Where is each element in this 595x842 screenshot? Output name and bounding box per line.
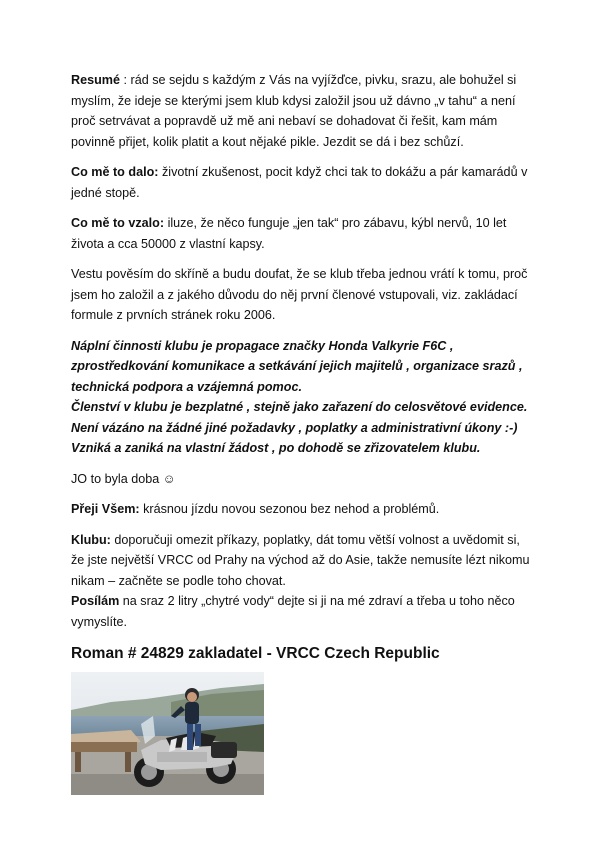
- gave-label: Co mě to dalo:: [71, 165, 159, 179]
- paragraph-club: [71, 530, 531, 592]
- wish-text: krásnou jízdu novou sezonou bez nehod a problémů.: [139, 502, 440, 516]
- paragraph-gave: [71, 162, 531, 203]
- took-label: Co mě to vzalo:: [71, 216, 165, 230]
- gave-text: životní zkušenost, pocit když chci tak to dokážu a pár kamarádů v jedné stopě.: [71, 165, 528, 200]
- took-text: iluze, že něco funguje „jen tak“ pro zábavu, kýbl nervů, 10 let života a cca 50000 z vlastní kapsy.: [71, 216, 507, 251]
- formula-line: Členství v klubu je bezplatné , stejně jako zařazení do celosvětové evidence. Není vázáno na žádné jiné požadavky , poplatky a administrativní úkony :-): [71, 400, 528, 435]
- rider-photo: [71, 672, 264, 795]
- paragraph-vest: Vestu pověsím do skříně a budu doufat, že se klub třeba jednou vrátí k tomu, proč jsem ho založil a z jakého důvodu do něj první členové vstupovali, viz. zakládací formule z prvních stránek roku 2006.: [71, 267, 528, 322]
- resume-text: : rád se sejdu s každým z Vás na vyjížďce, pivku, srazu, ale bohužel si myslím, že ideje se kterými jsem klub kdysi založil jsou už dávno „v tahu“ a není proč setrvávat a popravdě už mě ani nebaví se dohadovat či řešit, kam mám povinně přijet, kolik platit a kout nějaké pikle. Jezdit se dá i bez schůzí.: [71, 73, 517, 149]
- wish-label: Přeji Všem:: [71, 502, 140, 516]
- paragraph-resume: [71, 70, 531, 152]
- paragraph-wish: [71, 499, 531, 520]
- send-label: Posílám: [71, 594, 120, 608]
- paragraph-send: [71, 591, 531, 632]
- club-label: Klubu:: [71, 532, 111, 547]
- signature-heading: Roman # 24829 zakladatel - VRCC Czech Republic: [71, 645, 440, 662]
- send-text: na sraz 2 litry „chytré vody“ dejte si ji na mé zdraví a třeba u toho něco vymyslíte.: [71, 594, 515, 629]
- formula-line: Vzniká a zaniká na vlastní žádost , po dohodě se zřizovatelem klubu.: [71, 441, 481, 455]
- formula-line: Náplní činnosti klubu je propagace značky Honda Valkyrie F6C , zprostředkování komunikace a setkávání jejich majitelů , organizace srazů , technická podpora a vzájemná pomoc.: [71, 338, 523, 394]
- club-text: doporučuji omezit příkazy, poplatky, dát tomu větší volnost a uvědomit si, že jste největší VRCC od Prahy na východ až do Asie, takže nemusíte lézt nikomu nikam – začněte se podle toho chovat.: [71, 532, 530, 588]
- paragraph-jo: JO to byla doba ☺: [71, 471, 176, 486]
- paragraph-took: [71, 213, 531, 254]
- founding-formula: [71, 336, 531, 459]
- document-page: [71, 70, 531, 795]
- resume-label: Resumé: [71, 73, 120, 87]
